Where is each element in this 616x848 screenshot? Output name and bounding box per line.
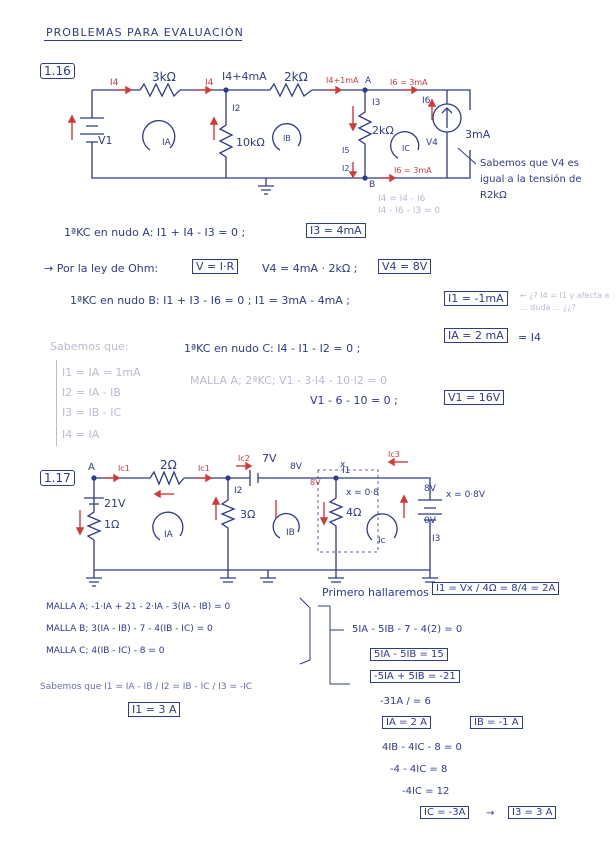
problem-number-1-17: 1.17	[40, 470, 75, 486]
label-i1-117: I1	[342, 466, 351, 476]
label-v4: V4	[426, 138, 438, 148]
result-i3: I3 = 4mA	[306, 223, 366, 238]
eq-v1-substituted: V1 - 6 - 10 = 0 ;	[310, 394, 398, 407]
label-r3k: 3kΩ	[152, 70, 176, 84]
step-2: 5IA - 5IB = 15	[370, 648, 448, 661]
label-i2-117: I2	[234, 486, 243, 496]
problem-number-1-16: 1.16	[40, 63, 75, 79]
label-r1: 1Ω	[104, 518, 120, 531]
step-4: -31A / = 6	[380, 696, 431, 707]
label-i6-src: I6	[422, 96, 431, 106]
label-x: x	[340, 460, 346, 470]
label-r2k: 2kΩ	[284, 70, 308, 84]
eq-kcl-node-b: 1ªKC en nudo B: I1 + I3 - I6 = 0 ; I1 = 3mA - 4mA ;	[70, 294, 351, 307]
eq-malla-c: MALLA C; 4(IB - IC) - 8 = 0	[46, 646, 165, 656]
note-v4: Sabemos que V4 es igual a la tensión de R2kΩ	[480, 158, 582, 201]
sabemos-117: Sabemos que I1 = IA - IB / I2 = IB - IC / I3 = -IC	[40, 682, 253, 692]
list-item-1: I1 = IA = 1mA	[62, 366, 141, 379]
label-i6-bottom: I6 = 3mA	[394, 166, 432, 175]
label-i3-117: I3	[432, 534, 441, 544]
label-r2k-branch: 2kΩ	[372, 124, 394, 137]
label-r4-117: 4Ω	[346, 506, 362, 519]
label-21v: 21V	[104, 497, 126, 510]
result-v1: V1 = 16V	[444, 390, 504, 405]
step-8: -4IC = 12	[402, 786, 450, 797]
result-ia-117: IA = 2 A	[382, 716, 431, 729]
label-ic-loop: IC	[402, 144, 410, 153]
eq-kcl-node-a: 1ªKC en nudo A: I1 + I4 - I3 = 0 ;	[64, 226, 246, 239]
label-8v-b: 8V	[310, 478, 321, 487]
eq-ohm-law: → Por la ley de Ohm:	[44, 262, 159, 275]
eq-v4: V4 = 4mA · 2kΩ ;	[262, 262, 358, 275]
eq-malla-b: MALLA B; 3(IA - IB) - 7 - 4(IB - IC) = 0	[46, 624, 213, 634]
label-ic1: Ic1	[118, 464, 130, 473]
label-i2-bottom: I2	[342, 164, 350, 173]
result-ia-tail: = I4	[518, 331, 541, 344]
label-r2-117: 2Ω	[160, 458, 177, 472]
faint-note-2: I4 - I6 - I3 = 0	[378, 206, 441, 216]
result-ib-117: IB = -1 A	[470, 716, 523, 729]
step-1: 5IA - 5IB - 7 - 4(2) = 0	[352, 624, 463, 635]
label-ib-loop: IB	[283, 134, 291, 143]
label-ia-117: IA	[164, 530, 173, 540]
label-i4-plus-1ma: I4+1mA	[326, 76, 359, 85]
arrow-right-icon: →	[486, 808, 495, 819]
label-i2: I2	[232, 104, 241, 114]
label-node-b: B	[369, 180, 376, 190]
label-node-a-117: A	[88, 462, 95, 473]
result-ia: IA = 2 mA	[444, 328, 508, 343]
label-i4-b: I4	[205, 78, 214, 88]
label-8v-top: 8V	[290, 462, 302, 472]
eq-malla-a: MALLA A; -1·IA + 21 - 2·IA - 3(IA - IB) = 0	[46, 602, 231, 612]
label-r3-117: 3Ω	[240, 508, 256, 521]
faint-note-1: I4 = I4 - I6	[378, 194, 426, 204]
step-7: -4 - 4IC = 8	[390, 764, 448, 775]
label-i4: I4	[110, 78, 119, 88]
label-node-a: A	[365, 76, 372, 86]
page-title: PROBLEMAS PARA EVALUACIÓN	[46, 26, 244, 39]
label-7v: 7V	[262, 452, 277, 465]
result-v4: V4 = 8V	[378, 259, 431, 274]
label-ic3: Ic3	[388, 450, 400, 459]
label-ia-loop: IA	[162, 138, 171, 148]
list-item-2: I2 = IA - IB	[62, 386, 121, 399]
label-8v-c: 8V	[424, 484, 436, 494]
label-i6-top: I6 = 3mA	[390, 78, 428, 87]
list-item-3: I3 = IB - IC	[62, 406, 122, 419]
result-ic-117: IC = -3A	[420, 806, 469, 819]
result-i1-3a: I1 = 3 A	[128, 702, 180, 717]
label-x-eq: x = 0·8	[346, 488, 379, 498]
label-i5: I5	[342, 146, 350, 155]
faint-doubt-note: ← ¿? I4 = I1 y afecta a ... duda ... ¿¿?	[520, 291, 610, 312]
eq-kcl-node-c: 1ªKC en nudo C: I4 - I1 - I2 = 0 ;	[184, 342, 361, 355]
label-ic1-b: Ic1	[198, 464, 210, 473]
primero-hallaremos: Primero hallaremos	[322, 586, 429, 599]
label-3ma: 3mA	[465, 128, 491, 141]
label-0v: 0V	[424, 516, 436, 526]
result-i1-formula: I1 = Vx / 4Ω = 8/4 = 2A	[432, 582, 559, 595]
sabemos-label: Sabemos que:	[50, 340, 129, 353]
step-6: 4IB - 4IC - 8 = 0	[382, 742, 462, 753]
result-i1: I1 = -1mA	[444, 291, 508, 306]
label-ic-117: Ic	[378, 536, 386, 546]
ohm-law-box: V = I·R	[192, 259, 238, 274]
label-ic2: Ic2	[238, 454, 250, 463]
label-r10k: 10kΩ	[236, 136, 265, 149]
label-i4-plus-4ma: I4+4mA	[222, 70, 267, 83]
label-vx: x = 0·8V	[446, 490, 486, 500]
result-i3-117: I3 = 3 A	[508, 806, 556, 819]
list-item-4: I4 = IA	[62, 428, 100, 441]
label-v1: V1	[98, 134, 113, 147]
label-i3: I3	[372, 98, 381, 108]
label-ib-117: IB	[286, 528, 295, 538]
eq-malla-a-116: MALLA A; 2ªKC; V1 - 3·I4 - 10·I2 = 0	[190, 374, 388, 387]
step-3: -5IA + 5IB = -21	[370, 670, 460, 683]
